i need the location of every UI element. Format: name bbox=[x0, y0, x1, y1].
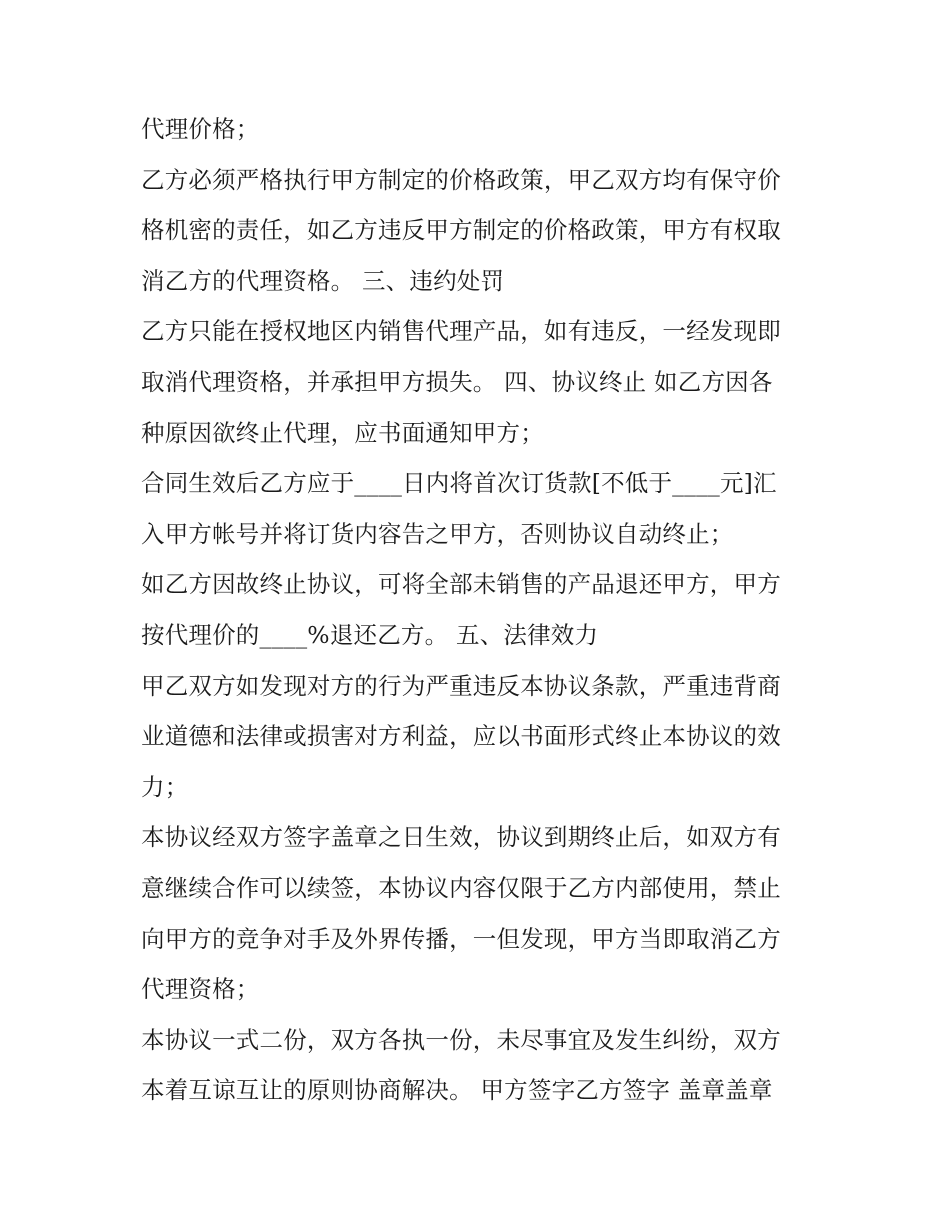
text-line: 按代理价的____%退还乙方。 五、法律效力 bbox=[141, 620, 599, 649]
text-line: 合同生效后乙方应于____日内将首次订货款[不低于____元]汇 bbox=[141, 469, 777, 498]
text-line: 如乙方因故终止协议，可将全部未销售的产品退还甲方，甲方 bbox=[141, 570, 781, 599]
text-line: 意继续合作可以续签，本协议内容仅限于乙方内部使用，禁止 bbox=[141, 873, 781, 902]
text-line: 代理资格； bbox=[141, 975, 260, 1004]
text-line: 业道德和法律或损害对方利益，应以书面形式终止本协议的效 bbox=[141, 722, 781, 751]
text-line: 乙方只能在授权地区内销售代理产品，如有违反，一经发现即 bbox=[141, 317, 781, 346]
text-line: 甲乙双方如发现对方的行为严重违反本协议条款，严重违背商 bbox=[141, 671, 781, 700]
text-line: 入甲方帐号并将订货内容告之甲方，否则协议自动终止； bbox=[141, 519, 734, 548]
text-line: 代理价格； bbox=[141, 115, 260, 143]
text-line: 种原因欲终止代理，应书面通知甲方； bbox=[141, 418, 544, 447]
text-line: 格机密的责任，如乙方违反甲方制定的价格政策，甲方有权取 bbox=[141, 216, 781, 245]
text-line: 取消代理资格，并承担甲方损失。 四、协议终止 如乙方因各 bbox=[141, 367, 773, 396]
text-line: 本协议一式二份，双方各执一份，未尽事宜及发生纠纷，双方 bbox=[141, 1025, 781, 1054]
document-body bbox=[141, 104, 821, 1116]
text-line: 力； bbox=[141, 772, 189, 801]
text-line: 本着互谅互让的原则协商解决。 甲方签字乙方签字 盖章盖章 bbox=[141, 1076, 773, 1105]
text-line: 本协议经双方签字盖章之日生效，协议到期终止后，如双方有 bbox=[141, 823, 781, 852]
text-line: 消乙方的代理资格。 三、违约处罚 bbox=[141, 266, 505, 295]
text-line: 乙方必须严格执行甲方制定的价格政策，甲乙双方均有保守价 bbox=[141, 165, 781, 194]
text-line: 向甲方的竞争对手及外界传播，一但发现，甲方当即取消乙方 bbox=[141, 924, 781, 953]
